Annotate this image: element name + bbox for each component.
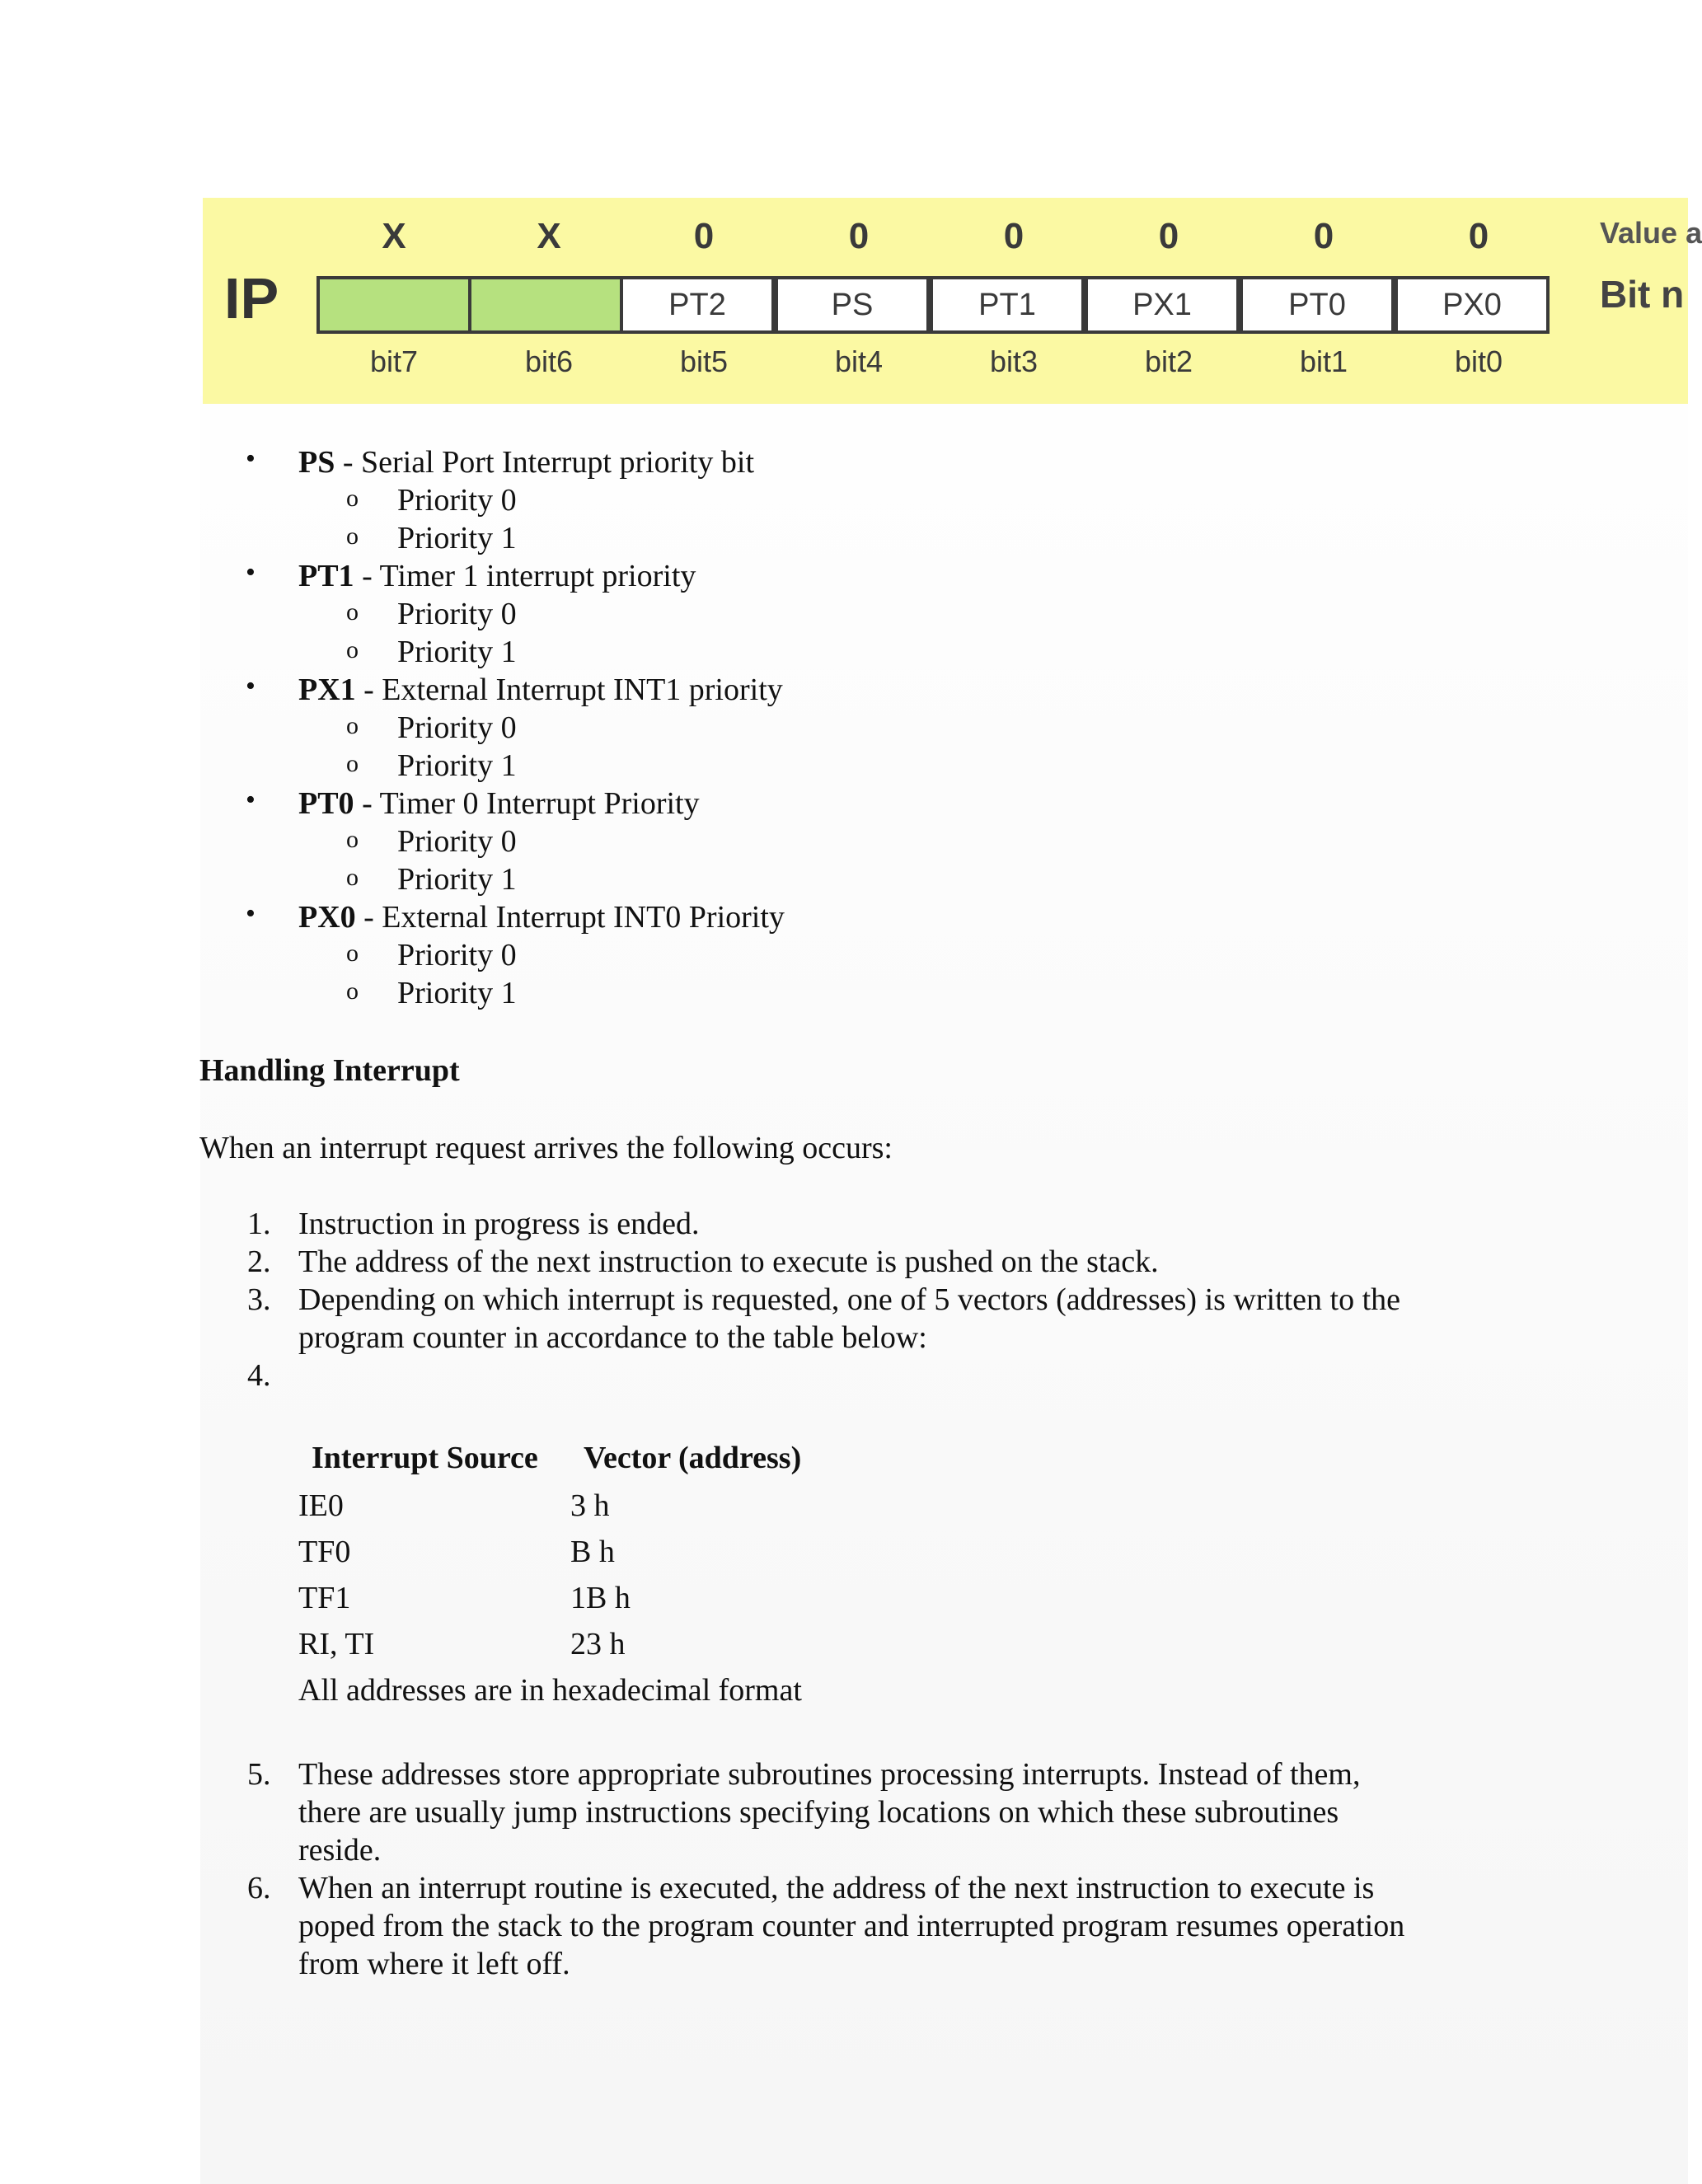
sub-bullet-marker: o — [346, 864, 359, 891]
intro-paragraph: When an interrupt request arrives the following occurs: — [199, 1131, 893, 1165]
sub-bullet-marker: o — [346, 598, 359, 626]
sub-bullet-marker: o — [346, 712, 359, 739]
legend-value-label: Value a — [1600, 216, 1702, 250]
register-name: IP — [224, 266, 279, 330]
bit2-label: bit2 — [1144, 344, 1193, 378]
bullet-marker: • — [246, 557, 256, 588]
sub-bullet-marker: o — [346, 485, 359, 512]
step-number: 1. — [247, 1207, 271, 1241]
table-note: All addresses are in hexadecimal format — [298, 1673, 802, 1708]
step-number: 6. — [247, 1871, 271, 1905]
term-px1: PX1 — [298, 673, 356, 707]
table-cell-vector: 1B h — [570, 1581, 631, 1615]
table-header-vector: Vector (address) — [584, 1441, 802, 1475]
bit5-value: 0 — [693, 216, 715, 256]
table-cell-vector: 3 h — [570, 1488, 610, 1523]
step-6-line-2: poped from the stack to the program counter and interrupted program resumes operation — [298, 1909, 1405, 1943]
step-number: 4. — [247, 1358, 271, 1393]
sub-item-pt0-1: Priority 1 — [397, 862, 517, 897]
bit4-value: 0 — [848, 216, 870, 256]
step-5-line-2: there are usually jump instructions specifying locations on which these subroutines — [298, 1795, 1339, 1830]
step-5-line-1: These addresses store appropriate subroutines processing interrupts. Instead of them, — [298, 1757, 1361, 1792]
table-cell-source: TF1 — [298, 1581, 351, 1615]
sub-item-ps-0: Priority 0 — [397, 483, 517, 518]
bit5-cell: PT2 — [620, 276, 775, 334]
table-cell-vector: 23 h — [570, 1627, 626, 1661]
bit0-value: 0 — [1468, 216, 1489, 256]
bit1-value: 0 — [1313, 216, 1334, 256]
table-header-source: Interrupt Source — [312, 1441, 538, 1475]
sub-item-px1-1: Priority 1 — [397, 748, 517, 783]
bit7-cell — [316, 276, 471, 334]
step-5-line-3: reside. — [298, 1833, 382, 1868]
bit2-cell: PX1 — [1085, 276, 1240, 334]
table-cell-source: IE0 — [298, 1488, 344, 1523]
sub-item-pt1-0: Priority 0 — [397, 597, 517, 631]
bit6-cell — [468, 276, 623, 334]
term-pt1: PT1 — [298, 559, 354, 593]
sub-bullet-marker: o — [346, 523, 359, 550]
sub-item-px0-0: Priority 0 — [397, 938, 517, 972]
section-heading: Handling Interrupt — [199, 1053, 460, 1088]
step-number: 5. — [247, 1757, 271, 1792]
table-cell-source: RI, TI — [298, 1627, 375, 1661]
step-number: 2. — [247, 1244, 271, 1279]
bit0-cell: PX0 — [1395, 276, 1550, 334]
table-cell-source: TF0 — [298, 1535, 351, 1569]
bit4-cell: PS — [775, 276, 930, 334]
list-item-px1 — [298, 671, 783, 709]
step-3-line-1: Depending on which interrupt is requested, one of 5 vectors (addresses) is written to the — [298, 1282, 1401, 1317]
bullet-marker: • — [246, 671, 256, 701]
step-1-line-1: Instruction in progress is ended. — [298, 1207, 700, 1241]
bit1-label: bit1 — [1299, 344, 1348, 378]
step-6-line-1: When an interrupt routine is executed, the address of the next instruction to execute is — [298, 1871, 1375, 1905]
term-px0: PX0 — [298, 900, 356, 935]
desc-ps: - Serial Port Interrupt priority bit — [335, 445, 755, 480]
bit3-label: bit3 — [989, 344, 1039, 378]
list-item-pt0 — [298, 785, 700, 823]
table-cell-vector: B h — [570, 1535, 615, 1569]
bit7-value: X — [382, 216, 406, 256]
term-ps: PS — [298, 445, 335, 480]
sub-item-pt1-1: Priority 1 — [397, 635, 517, 669]
step-3-line-2: program counter in accordance to the table below: — [298, 1320, 927, 1355]
step-6-line-3: from where it left off. — [298, 1947, 570, 1981]
bit6-label: bit6 — [524, 344, 574, 378]
sub-item-px0-1: Priority 1 — [397, 976, 517, 1010]
bit4-label: bit4 — [834, 344, 884, 378]
sub-item-ps-1: Priority 1 — [397, 521, 517, 555]
bullet-marker: • — [246, 785, 256, 815]
sub-bullet-marker: o — [346, 940, 359, 967]
step-2-line-1: The address of the next instruction to execute is pushed on the stack. — [298, 1244, 1159, 1279]
sub-bullet-marker: o — [346, 750, 359, 777]
desc-pt0: - Timer 0 Interrupt Priority — [354, 786, 700, 821]
sub-bullet-marker: o — [346, 636, 359, 663]
bit6-value: X — [537, 216, 561, 256]
sub-bullet-marker: o — [346, 977, 359, 1005]
bit3-cell: PT1 — [930, 276, 1085, 334]
bit2-value: 0 — [1158, 216, 1179, 256]
bit3-value: 0 — [1003, 216, 1024, 256]
sub-item-pt0-0: Priority 0 — [397, 824, 517, 859]
term-pt0: PT0 — [298, 786, 354, 821]
bit1-cell: PT0 — [1240, 276, 1395, 334]
list-item-px0 — [298, 898, 785, 936]
bit0-label: bit0 — [1454, 344, 1503, 378]
bullet-marker: • — [246, 443, 256, 474]
sub-item-px1-0: Priority 0 — [397, 710, 517, 745]
list-item-ps — [298, 443, 754, 481]
bullet-marker: • — [246, 898, 256, 929]
desc-px0: - External Interrupt INT0 Priority — [355, 900, 785, 935]
desc-px1: - External Interrupt INT1 priority — [355, 673, 783, 707]
bit5-label: bit5 — [679, 344, 729, 378]
bit7-label: bit7 — [369, 344, 419, 378]
legend-bit-name-label: Bit n — [1600, 273, 1685, 316]
desc-pt1: - Timer 1 interrupt priority — [354, 559, 696, 593]
sub-bullet-marker: o — [346, 826, 359, 853]
ip-register-figure — [203, 198, 1702, 404]
step-number: 3. — [247, 1282, 271, 1317]
list-item-pt1 — [298, 557, 696, 595]
